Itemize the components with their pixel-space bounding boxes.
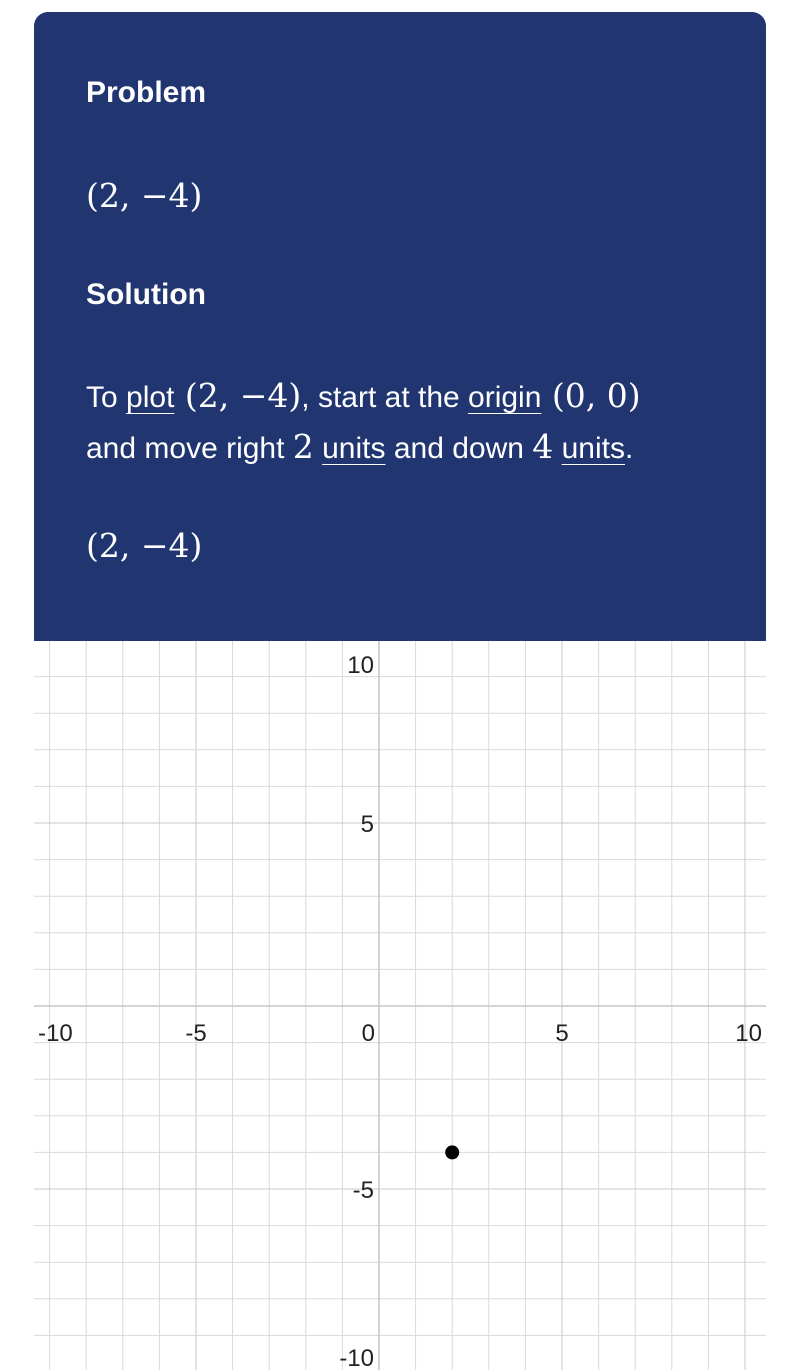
units-link-1[interactable]: units — [322, 432, 386, 465]
solution-heading: Solution — [86, 278, 206, 311]
x-tick-label: 0 — [361, 1020, 375, 1047]
space — [553, 432, 561, 465]
math-four: 4 — [532, 427, 554, 466]
solution-text: and move right — [86, 432, 293, 465]
graph-svg — [34, 641, 766, 1370]
problem-solution-panel — [34, 12, 766, 641]
x-tick-label: -5 — [185, 1020, 207, 1047]
y-tick-label: -10 — [339, 1345, 374, 1370]
solution-line-1 — [86, 376, 641, 415]
plotted-point — [445, 1145, 459, 1159]
solution-text: and down — [385, 432, 533, 465]
solution-text: To — [86, 381, 127, 414]
coordinate-graph — [34, 641, 766, 1370]
x-tick-label: 10 — [735, 1020, 762, 1047]
math-origin: (0, 0) — [541, 376, 641, 415]
result-expression: (2, −4) — [86, 526, 203, 565]
solution-line-2 — [86, 427, 633, 466]
math-point: (2, −4) — [174, 376, 302, 415]
math-two: 2 — [292, 427, 314, 466]
y-tick-label: -5 — [352, 1177, 374, 1204]
origin-link[interactable]: origin — [468, 381, 542, 414]
x-tick-label: 5 — [555, 1020, 569, 1047]
plot-link[interactable]: plot — [126, 381, 175, 414]
solution-text: , start at the — [301, 381, 469, 414]
data-points — [445, 1145, 459, 1159]
problem-heading: Problem — [86, 76, 207, 109]
axes — [34, 641, 766, 1370]
x-tick-label: -10 — [38, 1020, 73, 1047]
units-link-2[interactable]: units — [561, 432, 625, 465]
problem-expression: (2, −4) — [86, 176, 203, 215]
solution-card — [34, 12, 766, 1370]
space — [314, 432, 322, 465]
y-tick-label: 5 — [360, 811, 374, 838]
solution-text: . — [625, 432, 634, 465]
y-tick-label: 10 — [347, 652, 374, 679]
